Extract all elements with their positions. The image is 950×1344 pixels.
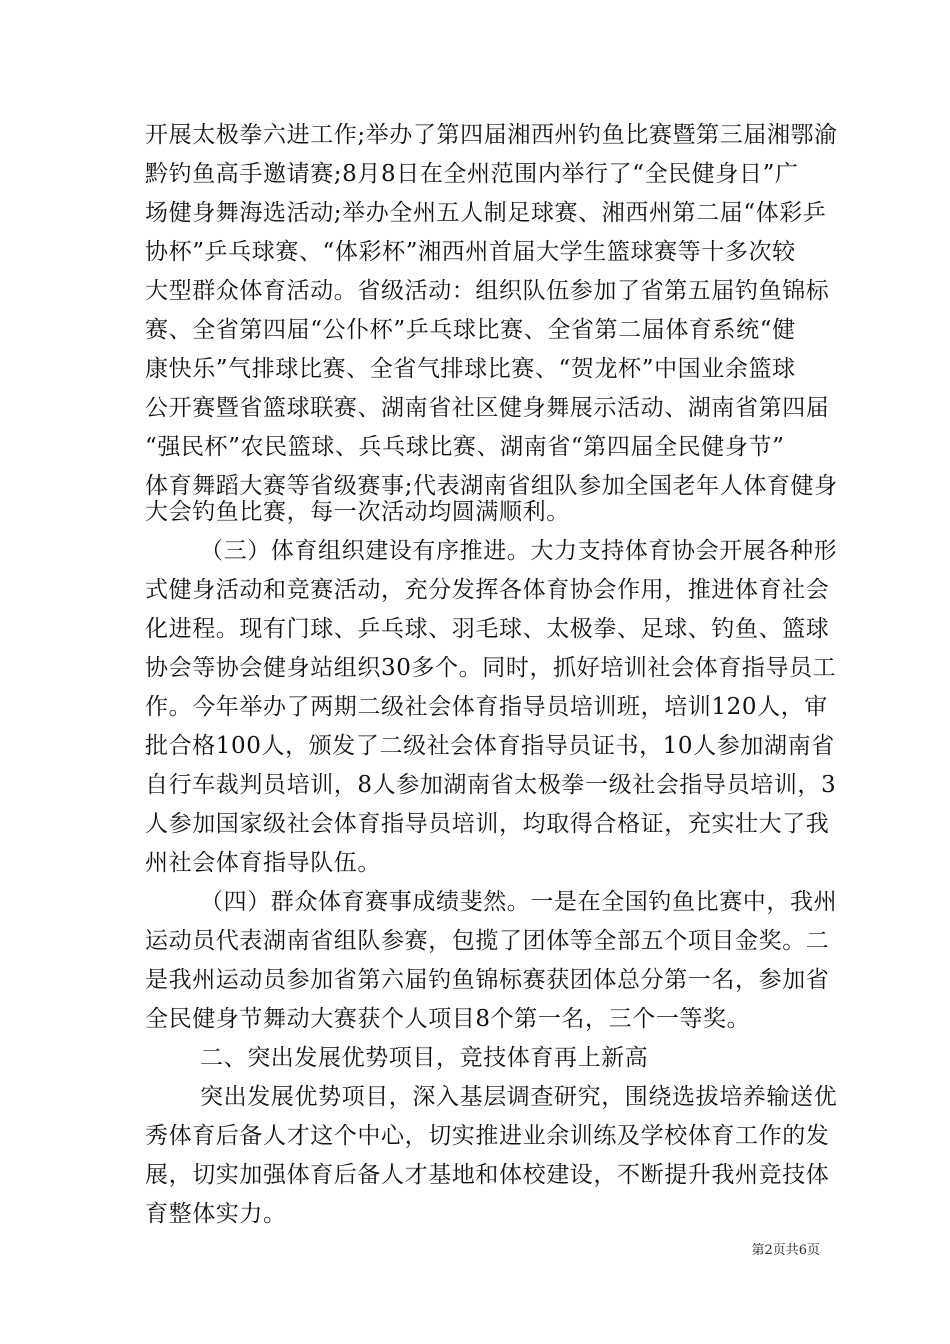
paragraph-start-line: （三）体育组织建设有序推进。大力支持体育协会开展各种形 xyxy=(200,538,838,564)
text-line: 州社会体育指导队伍。 xyxy=(145,850,381,876)
text-line: 大型群众体育活动。省级活动：组织队伍参加了省第五届钓鱼锦标 xyxy=(145,278,830,304)
text-line: 大会钓鱼比赛，每一次活动均圆满顺利。 xyxy=(145,499,570,525)
text-line: 场健身舞海选活动;举办全州五人制足球赛、湘西州第二届“体彩乒 xyxy=(145,200,827,226)
text-line: 赛、全省第四届“公仆杯”乒乓球比赛、全省第二届体育系统“健 xyxy=(145,317,796,343)
paragraph-start-line: （四）群众体育赛事成绩斐然。一是在全国钓鱼比赛中，我州 xyxy=(200,889,838,915)
text-line: 式健身活动和竞赛活动，充分发挥各体育协会作用，推进体育社会 xyxy=(145,577,830,603)
text-line: 协会等协会健身站组织30多个。同时，抓好培训社会体育指导员工 xyxy=(145,655,837,681)
text-line: 作。今年举办了两期二级社会体育指导员培训班，培训120人，审 xyxy=(145,694,828,720)
text-line: 是我州运动员参加省第六届钓鱼锦标赛获团体总分第一名，参加省 xyxy=(145,967,830,993)
page-number: 第2页共6页 xyxy=(751,1243,820,1258)
text-line: 秀体育后备人才这个中心，切实推进业余训练及学校体育工作的发 xyxy=(145,1123,830,1149)
text-line: 全民健身节舞动大赛获个人项目8个第一名，三个一等奖。 xyxy=(145,1006,751,1032)
text-line: 黔钓鱼高手邀请赛;8月8日在全州范围内举行了“全民健身日”广 xyxy=(145,161,799,187)
text-line: 体育舞蹈大赛等省级赛事;代表湖南省组队参加全国老年人体育健身 xyxy=(145,473,838,499)
text-line: 康快乐”气排球比赛、全省气排球比赛、“贺龙杯”中国业余篮球 xyxy=(145,356,796,382)
paragraph-start-line: 突出发展优势项目，深入基层调查研究，围绕选拔培养输送优 xyxy=(200,1084,838,1110)
text-line: 公开赛暨省篮球联赛、湖南省社区健身舞展示活动、湖南省第四届 xyxy=(145,395,830,421)
text-line: 批合格100人，颁发了二级社会体育指导员证书，10人参加湖南省 xyxy=(145,733,835,759)
text-line: 展，切实加强体育后备人才基地和体校建设，不断提升我州竞技体 xyxy=(145,1162,830,1188)
section-heading: 二、突出发展优势项目，竞技体育再上新高 xyxy=(200,1045,649,1071)
text-line: 协杯”乒乓球赛、“体彩杯”湘西州首届大学生篮球赛等十多次较 xyxy=(145,239,796,265)
text-line: 自行车裁判员培训，8人参加湖南省太极拳一级社会指导员培训，3 xyxy=(145,772,837,798)
text-line: 开展太极拳六进工作;举办了第四届湘西州钓鱼比赛暨第三届湘鄂渝 xyxy=(145,122,838,148)
text-line: 化进程。现有门球、乒乓球、羽毛球、太极拳、足球、钓鱼、篮球 xyxy=(145,616,830,642)
text-line: “强民杯”农民篮球、兵乓球比赛、湖南省“第四届全民健身节” xyxy=(145,434,785,460)
text-line: 人参加国家级社会体育指导员培训，均取得合格证，充实壮大了我 xyxy=(145,811,830,837)
text-line: 运动员代表湖南省组队参赛，包揽了团体等全部五个项目金奖。二 xyxy=(145,928,830,954)
text-line: 育整体实力。 xyxy=(145,1201,287,1227)
